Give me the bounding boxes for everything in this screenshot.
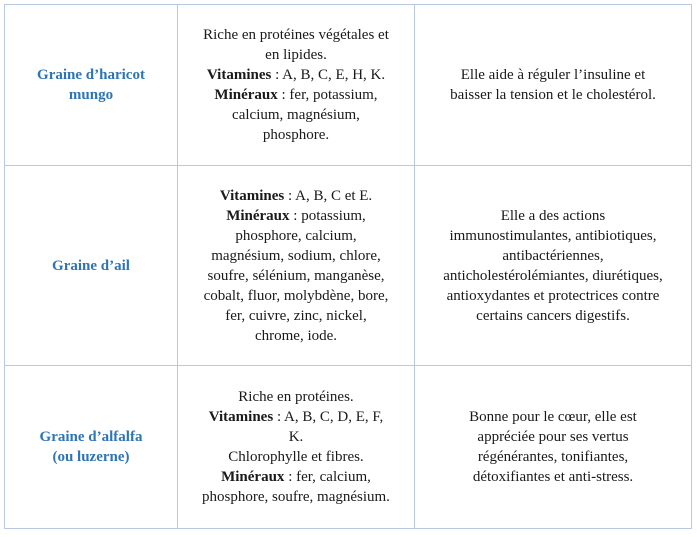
seed-name-line: Graine d’alfalfa	[39, 429, 143, 445]
seed-name-cell	[5, 5, 178, 166]
composition-line	[184, 407, 408, 427]
composition-text: magnésium, sodium, chlore,	[211, 247, 381, 264]
benefit-line: appréciée pour ses vertus	[477, 429, 629, 445]
composition-text: soufre, sélénium, manganèse,	[207, 267, 385, 284]
benefit-line: Bonne pour le cœur, elle est	[469, 409, 637, 425]
composition-text: cobalt, fluor, molybdène, bore,	[203, 287, 389, 304]
composition-line	[184, 306, 408, 326]
composition-line	[184, 25, 408, 45]
composition-text: phosphore, soufre, magnésium.	[202, 489, 390, 505]
seed-name-line: (ou luzerne)	[52, 449, 130, 465]
composition-text: : fer, calcium,	[284, 469, 371, 485]
table-row	[5, 5, 692, 166]
benefit-line: immunostimulantes, antibiotiques,	[449, 227, 657, 244]
nutrient-label: Vitamines	[206, 67, 272, 83]
benefit-line: anticholestérolémiantes, diurétiques,	[443, 267, 663, 284]
composition-text: : fer, potassium,	[277, 87, 378, 103]
composition-text: phosphore, calcium,	[235, 227, 357, 244]
composition-line	[184, 326, 408, 346]
seed-name-line: mungo	[68, 87, 114, 103]
seed-name-line: Graine d’ail	[52, 257, 130, 274]
composition-line	[184, 467, 408, 487]
table-row	[5, 166, 692, 366]
composition-text: phosphore.	[262, 127, 330, 143]
nutrient-label: Minéraux	[221, 469, 285, 485]
composition-text: chrome, iode.	[254, 327, 338, 344]
composition-line	[184, 65, 408, 85]
benefit-line: régénérantes, tonifiantes,	[477, 449, 629, 465]
nutrient-label: Minéraux	[226, 207, 290, 224]
composition-text: : A, B, C, E, H, K.	[271, 67, 386, 83]
composition-cell	[178, 366, 415, 529]
composition-line	[184, 387, 408, 407]
benefit-line: antibactériennes,	[502, 247, 604, 264]
benefit-line: Elle a des actions	[500, 207, 606, 224]
composition-line	[184, 447, 408, 467]
composition-line	[184, 487, 408, 507]
benefit-line: baisser la tension et le cholestérol.	[450, 87, 656, 103]
benefits-cell	[415, 5, 692, 166]
nutrient-label: Vitamines	[219, 187, 285, 204]
benefit-line: détoxifiantes et anti-stress.	[472, 469, 634, 485]
composition-line	[184, 246, 408, 266]
seed-name-cell	[5, 366, 178, 529]
composition-text: : potassium,	[289, 207, 366, 224]
composition-text: Chlorophylle et fibres.	[228, 449, 364, 465]
table-row	[5, 366, 692, 529]
benefit-line: certains cancers digestifs.	[476, 307, 630, 324]
nutrient-label: Minéraux	[214, 87, 278, 103]
benefit-line: antioxydantes et protectrices contre	[446, 287, 660, 304]
composition-line	[184, 45, 408, 65]
composition-cell	[178, 5, 415, 166]
composition-text: fer, cuivre, zinc, nickel,	[225, 307, 367, 324]
composition-cell	[178, 166, 415, 366]
composition-line	[184, 186, 408, 206]
nutrient-label: Vitamines	[208, 409, 274, 425]
composition-line	[184, 206, 408, 226]
composition-text: en lipides.	[265, 47, 327, 63]
composition-line	[184, 226, 408, 246]
benefits-cell	[415, 166, 692, 366]
composition-line	[184, 125, 408, 145]
composition-text: Riche en protéines.	[238, 389, 354, 405]
benefits-cell	[415, 366, 692, 529]
composition-line	[184, 105, 408, 125]
composition-line	[184, 286, 408, 306]
composition-line	[184, 266, 408, 286]
composition-text: Riche en protéines végétales et	[203, 27, 389, 43]
seed-name-line: Graine d’haricot	[37, 67, 145, 83]
composition-line	[184, 85, 408, 105]
composition-text: calcium, magnésium,	[232, 107, 360, 123]
composition-text: : A, B, C, D, E, F,	[273, 409, 384, 425]
composition-text: K.	[288, 429, 304, 445]
composition-line	[184, 427, 408, 447]
composition-text: : A, B, C et E.	[284, 187, 373, 204]
seeds-table	[4, 4, 692, 529]
seed-name-cell	[5, 166, 178, 366]
benefit-line: Elle aide à réguler l’insuline et	[460, 67, 646, 83]
